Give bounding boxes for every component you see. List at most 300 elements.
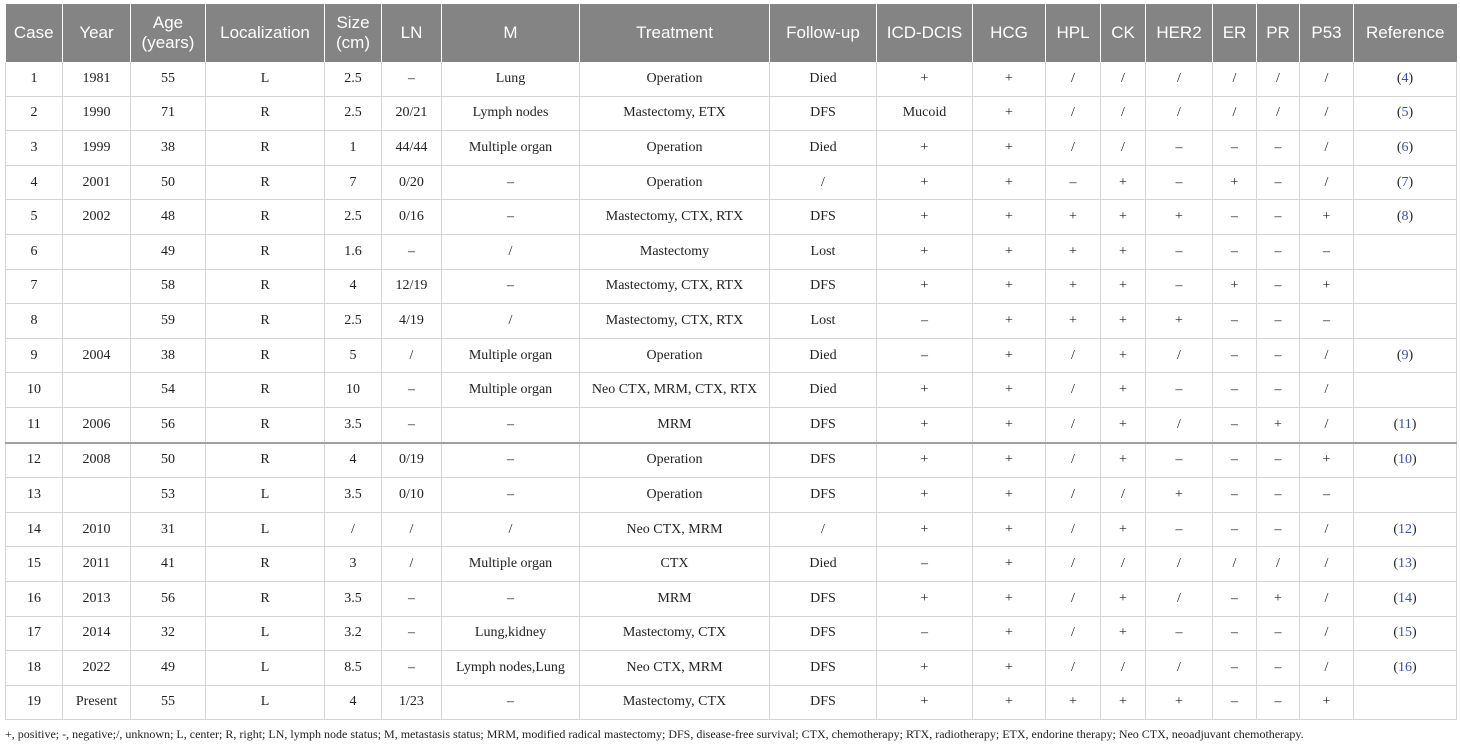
cell-age: 55 <box>131 685 206 720</box>
cell-her2: / <box>1146 407 1213 442</box>
cell-treatment: Mastectomy, CTX <box>580 616 770 651</box>
cell-reference <box>1354 304 1457 339</box>
table-header-row <box>6 4 1457 62</box>
cell-hpl: – <box>1046 165 1101 200</box>
cell-hpl: + <box>1046 234 1101 269</box>
cell-hpl: / <box>1046 96 1101 131</box>
cell-m: Lung,kidney <box>442 616 580 651</box>
cell-year: 2001 <box>63 165 131 200</box>
cell-case: 17 <box>6 616 63 651</box>
cell-reference: (7) <box>1354 165 1457 200</box>
cell-treatment: Mastectomy <box>580 234 770 269</box>
cell-ck: + <box>1101 269 1146 304</box>
cell-treatment: Neo CTX, MRM <box>580 512 770 547</box>
table-row <box>6 96 1457 131</box>
cell-hpl: + <box>1046 304 1101 339</box>
cell-m: – <box>442 269 580 304</box>
cell-m: / <box>442 304 580 339</box>
cell-ln: / <box>382 338 442 373</box>
cell-localization: L <box>206 62 325 96</box>
cell-localization: R <box>206 443 325 478</box>
cell-year <box>63 234 131 269</box>
cell-pr: – <box>1257 304 1300 339</box>
table-body <box>6 62 1457 720</box>
cell-ck: / <box>1101 651 1146 686</box>
cell-p53: + <box>1300 443 1354 478</box>
cell-hpl: / <box>1046 443 1101 478</box>
cell-treatment: Neo CTX, MRM, CTX, RTX <box>580 373 770 408</box>
cell-follow-up: DFS <box>770 200 877 235</box>
cell-size: 2.5 <box>325 96 382 131</box>
cell-size: 3.5 <box>325 407 382 442</box>
cell-p53: / <box>1300 581 1354 616</box>
cell-localization: R <box>206 338 325 373</box>
cell-her2: – <box>1146 616 1213 651</box>
cell-localization: R <box>206 304 325 339</box>
table-row <box>6 165 1457 200</box>
reference-link[interactable]: 15 <box>1398 625 1412 641</box>
cell-hpl: / <box>1046 512 1101 547</box>
cell-icd-dcis: + <box>877 200 973 235</box>
cell-ck: + <box>1101 165 1146 200</box>
cell-ln: / <box>382 547 442 582</box>
cell-pr: – <box>1257 512 1300 547</box>
cell-size: 10 <box>325 373 382 408</box>
cell-reference: (14) <box>1354 581 1457 616</box>
cell-hpl: / <box>1046 407 1101 442</box>
cell-hcg: + <box>973 616 1046 651</box>
cell-ln: – <box>382 407 442 442</box>
cell-treatment: Operation <box>580 165 770 200</box>
cell-ln: / <box>382 512 442 547</box>
cell-case: 3 <box>6 131 63 166</box>
column-header-p53: P53 <box>1300 4 1354 62</box>
reference-link[interactable]: 16 <box>1398 659 1412 675</box>
cell-ck: + <box>1101 685 1146 720</box>
cell-icd-dcis: + <box>877 512 973 547</box>
cell-her2: – <box>1146 165 1213 200</box>
cell-age: 71 <box>131 96 206 131</box>
cell-m: – <box>442 165 580 200</box>
table-container <box>5 4 1456 720</box>
cell-localization: R <box>206 407 325 442</box>
cell-hcg: + <box>973 269 1046 304</box>
cell-localization: R <box>206 200 325 235</box>
cell-pr: – <box>1257 478 1300 513</box>
cell-reference: (12) <box>1354 512 1457 547</box>
cell-size: 1.6 <box>325 234 382 269</box>
cell-pr: / <box>1257 96 1300 131</box>
table-row <box>6 407 1457 442</box>
cell-hpl: + <box>1046 685 1101 720</box>
cell-er: – <box>1213 651 1257 686</box>
column-header-treatment: Treatment <box>580 4 770 62</box>
cell-case: 14 <box>6 512 63 547</box>
cell-her2: / <box>1146 338 1213 373</box>
cell-icd-dcis: + <box>877 407 973 442</box>
reference-link[interactable]: 9 <box>1401 347 1409 363</box>
cell-size: 7 <box>325 165 382 200</box>
cell-follow-up: Died <box>770 338 877 373</box>
cell-treatment: Mastectomy, ETX <box>580 96 770 131</box>
cell-ln: 1/23 <box>382 685 442 720</box>
cell-follow-up: Died <box>770 373 877 408</box>
cell-ck: + <box>1101 512 1146 547</box>
cell-her2: / <box>1146 62 1213 96</box>
cell-localization: R <box>206 96 325 131</box>
cell-hpl: / <box>1046 581 1101 616</box>
cell-icd-dcis: + <box>877 443 973 478</box>
cell-m: Lymph nodes,Lung <box>442 651 580 686</box>
cell-reference: (4) <box>1354 62 1457 96</box>
cell-reference: (15) <box>1354 616 1457 651</box>
column-header-her2: HER2 <box>1146 4 1213 62</box>
cell-p53: / <box>1300 651 1354 686</box>
cell-size: 1 <box>325 131 382 166</box>
cell-ck: / <box>1101 131 1146 166</box>
cell-case: 6 <box>6 234 63 269</box>
cell-age: 59 <box>131 304 206 339</box>
cell-ck: / <box>1101 62 1146 96</box>
cell-er: – <box>1213 338 1257 373</box>
cell-follow-up: DFS <box>770 443 877 478</box>
column-header-m: M <box>442 4 580 62</box>
cell-reference: (9) <box>1354 338 1457 373</box>
cell-icd-dcis: + <box>877 651 973 686</box>
cell-p53: / <box>1300 62 1354 96</box>
column-header-size: Size (cm) <box>325 4 382 62</box>
cell-hpl: / <box>1046 478 1101 513</box>
cell-hpl: / <box>1046 338 1101 373</box>
cell-localization: L <box>206 512 325 547</box>
cell-m: Lymph nodes <box>442 96 580 131</box>
cell-hcg: + <box>973 96 1046 131</box>
reference-link[interactable]: 14 <box>1398 590 1412 606</box>
cell-size: 3.5 <box>325 478 382 513</box>
cell-er: / <box>1213 547 1257 582</box>
cell-er: – <box>1213 373 1257 408</box>
cell-reference <box>1354 234 1457 269</box>
cell-ck: + <box>1101 338 1146 373</box>
cell-icd-dcis: – <box>877 616 973 651</box>
cell-follow-up: DFS <box>770 407 877 442</box>
cell-age: 53 <box>131 478 206 513</box>
cell-hcg: + <box>973 373 1046 408</box>
cell-her2: – <box>1146 512 1213 547</box>
cell-p53: / <box>1300 616 1354 651</box>
cell-her2: + <box>1146 685 1213 720</box>
cell-localization: L <box>206 685 325 720</box>
cell-er: – <box>1213 685 1257 720</box>
cell-hcg: + <box>973 651 1046 686</box>
cell-year: 2004 <box>63 338 131 373</box>
cell-age: 32 <box>131 616 206 651</box>
cell-her2: – <box>1146 269 1213 304</box>
cell-size: 3.5 <box>325 581 382 616</box>
cell-reference <box>1354 478 1457 513</box>
cell-reference: (6) <box>1354 131 1457 166</box>
cell-ck: + <box>1101 443 1146 478</box>
cell-year: 2010 <box>63 512 131 547</box>
cell-her2: – <box>1146 131 1213 166</box>
cell-follow-up: DFS <box>770 651 877 686</box>
cell-size: / <box>325 512 382 547</box>
column-header-localization: Localization <box>206 4 325 62</box>
cell-m: Multiple organ <box>442 547 580 582</box>
cell-pr: – <box>1257 131 1300 166</box>
cell-year: 2022 <box>63 651 131 686</box>
cell-pr: – <box>1257 200 1300 235</box>
cell-hcg: + <box>973 512 1046 547</box>
cell-age: 38 <box>131 131 206 166</box>
cell-size: 3 <box>325 547 382 582</box>
cell-her2: / <box>1146 96 1213 131</box>
cell-case: 4 <box>6 165 63 200</box>
cell-size: 2.5 <box>325 304 382 339</box>
cell-age: 56 <box>131 581 206 616</box>
cell-her2: – <box>1146 373 1213 408</box>
cell-hcg: + <box>973 685 1046 720</box>
cell-pr: / <box>1257 62 1300 96</box>
cell-er: + <box>1213 269 1257 304</box>
cell-pr: – <box>1257 616 1300 651</box>
cell-m: Multiple organ <box>442 131 580 166</box>
cell-her2: + <box>1146 478 1213 513</box>
cell-her2: / <box>1146 651 1213 686</box>
cell-p53: – <box>1300 304 1354 339</box>
cell-p53: – <box>1300 234 1354 269</box>
cell-treatment: MRM <box>580 407 770 442</box>
cell-ln: 0/19 <box>382 443 442 478</box>
cell-reference: (16) <box>1354 651 1457 686</box>
column-header-hpl: HPL <box>1046 4 1101 62</box>
cell-er: + <box>1213 165 1257 200</box>
cell-er: – <box>1213 512 1257 547</box>
cell-case: 2 <box>6 96 63 131</box>
cell-icd-dcis: – <box>877 338 973 373</box>
cell-icd-dcis: + <box>877 269 973 304</box>
reference-link[interactable]: 11 <box>1398 416 1412 432</box>
table-row <box>6 651 1457 686</box>
cell-reference: (13) <box>1354 547 1457 582</box>
cell-icd-dcis: + <box>877 478 973 513</box>
cell-case: 8 <box>6 304 63 339</box>
cell-age: 41 <box>131 547 206 582</box>
cell-follow-up: Lost <box>770 234 877 269</box>
cell-m: – <box>442 200 580 235</box>
cell-treatment: Operation <box>580 478 770 513</box>
cell-m: – <box>442 407 580 442</box>
table-row <box>6 338 1457 373</box>
cell-her2: + <box>1146 200 1213 235</box>
cell-localization: R <box>206 547 325 582</box>
cell-p53: / <box>1300 131 1354 166</box>
table-row <box>6 269 1457 304</box>
cell-hcg: + <box>973 234 1046 269</box>
cell-ck: / <box>1101 547 1146 582</box>
cell-p53: + <box>1300 269 1354 304</box>
cell-age: 58 <box>131 269 206 304</box>
cell-hpl: / <box>1046 131 1101 166</box>
cell-er: – <box>1213 304 1257 339</box>
cell-m: / <box>442 512 580 547</box>
cell-year: 2011 <box>63 547 131 582</box>
cell-case: 13 <box>6 478 63 513</box>
cell-follow-up: DFS <box>770 685 877 720</box>
reference-link[interactable]: 10 <box>1398 452 1412 468</box>
cell-m: – <box>442 581 580 616</box>
reference-link[interactable]: 7 <box>1401 174 1409 190</box>
cell-follow-up: DFS <box>770 96 877 131</box>
cell-er: / <box>1213 62 1257 96</box>
cell-her2: / <box>1146 547 1213 582</box>
cell-p53: + <box>1300 685 1354 720</box>
cell-icd-dcis: – <box>877 304 973 339</box>
cell-age: 49 <box>131 234 206 269</box>
cell-hcg: + <box>973 547 1046 582</box>
cell-treatment: Operation <box>580 131 770 166</box>
cell-case: 19 <box>6 685 63 720</box>
cell-reference <box>1354 269 1457 304</box>
cell-ck: + <box>1101 373 1146 408</box>
table-row <box>6 62 1457 96</box>
cell-size: 4 <box>325 685 382 720</box>
table-row <box>6 304 1457 339</box>
cell-pr: – <box>1257 685 1300 720</box>
column-header-case: Case <box>6 4 63 62</box>
cell-pr: + <box>1257 407 1300 442</box>
cell-p53: – <box>1300 478 1354 513</box>
cell-size: 2.5 <box>325 200 382 235</box>
cell-pr: – <box>1257 373 1300 408</box>
cell-hcg: + <box>973 304 1046 339</box>
cell-hcg: + <box>973 443 1046 478</box>
cell-year: 1999 <box>63 131 131 166</box>
column-header-icd-dcis: ICD-DCIS <box>877 4 973 62</box>
reference-link[interactable]: 8 <box>1401 209 1409 225</box>
cell-hpl: + <box>1046 269 1101 304</box>
cell-follow-up: Died <box>770 62 877 96</box>
cell-her2: / <box>1146 581 1213 616</box>
cell-case: 1 <box>6 62 63 96</box>
table-row <box>6 443 1457 478</box>
cell-ln: 0/16 <box>382 200 442 235</box>
cell-localization: L <box>206 651 325 686</box>
cell-case: 12 <box>6 443 63 478</box>
cell-m: – <box>442 443 580 478</box>
cell-pr: / <box>1257 547 1300 582</box>
cell-hcg: + <box>973 478 1046 513</box>
cell-hcg: + <box>973 131 1046 166</box>
table-row <box>6 685 1457 720</box>
cell-p53: / <box>1300 96 1354 131</box>
cell-pr: – <box>1257 338 1300 373</box>
table-row <box>6 616 1457 651</box>
cell-year: 1990 <box>63 96 131 131</box>
cell-case: 9 <box>6 338 63 373</box>
cell-follow-up: DFS <box>770 478 877 513</box>
cell-treatment: Neo CTX, MRM <box>580 651 770 686</box>
table-row <box>6 200 1457 235</box>
cell-follow-up: Died <box>770 547 877 582</box>
cell-localization: L <box>206 478 325 513</box>
cell-ck: + <box>1101 407 1146 442</box>
cell-ln: 0/10 <box>382 478 442 513</box>
cell-reference: (5) <box>1354 96 1457 131</box>
cell-p53: / <box>1300 407 1354 442</box>
cell-follow-up: DFS <box>770 269 877 304</box>
cell-m: Lung <box>442 62 580 96</box>
cell-localization: R <box>206 581 325 616</box>
cell-p53: + <box>1300 200 1354 235</box>
table-row <box>6 478 1457 513</box>
cell-hcg: + <box>973 200 1046 235</box>
cell-follow-up: Died <box>770 131 877 166</box>
cell-size: 5 <box>325 338 382 373</box>
cell-m: Multiple organ <box>442 338 580 373</box>
cell-case: 7 <box>6 269 63 304</box>
reference-link[interactable]: 4 <box>1401 70 1409 86</box>
cell-year <box>63 304 131 339</box>
reference-link[interactable]: 5 <box>1401 105 1409 121</box>
cell-pr: – <box>1257 443 1300 478</box>
column-header-pr: PR <box>1257 4 1300 62</box>
cell-er: – <box>1213 478 1257 513</box>
cell-ln: – <box>382 373 442 408</box>
cell-icd-dcis: + <box>877 685 973 720</box>
cell-m: – <box>442 685 580 720</box>
cell-treatment: Operation <box>580 443 770 478</box>
reference-link[interactable]: 12 <box>1398 521 1412 537</box>
cell-age: 50 <box>131 443 206 478</box>
cell-localization: R <box>206 269 325 304</box>
cell-case: 10 <box>6 373 63 408</box>
cell-size: 4 <box>325 443 382 478</box>
cell-ck: + <box>1101 304 1146 339</box>
reference-link[interactable]: 13 <box>1398 556 1412 572</box>
cell-ln: – <box>382 62 442 96</box>
cell-localization: R <box>206 165 325 200</box>
cell-er: – <box>1213 581 1257 616</box>
cell-ln: – <box>382 651 442 686</box>
column-header-ck: CK <box>1101 4 1146 62</box>
cell-ln: 0/20 <box>382 165 442 200</box>
cell-follow-up: DFS <box>770 616 877 651</box>
cell-p53: / <box>1300 512 1354 547</box>
cell-treatment: CTX <box>580 547 770 582</box>
cell-er: – <box>1213 200 1257 235</box>
cell-m: / <box>442 234 580 269</box>
cell-icd-dcis: + <box>877 581 973 616</box>
cell-hpl: / <box>1046 616 1101 651</box>
cell-hcg: + <box>973 165 1046 200</box>
cell-case: 5 <box>6 200 63 235</box>
cell-age: 55 <box>131 62 206 96</box>
column-header-hcg: HCG <box>973 4 1046 62</box>
cell-hpl: / <box>1046 62 1101 96</box>
cell-icd-dcis: Mucoid <box>877 96 973 131</box>
cell-ck: + <box>1101 581 1146 616</box>
cell-size: 3.2 <box>325 616 382 651</box>
cell-pr: – <box>1257 234 1300 269</box>
table-row <box>6 234 1457 269</box>
cell-hpl: / <box>1046 547 1101 582</box>
cell-ln: 44/44 <box>382 131 442 166</box>
cell-hpl: + <box>1046 200 1101 235</box>
cell-year: Present <box>63 685 131 720</box>
reference-link[interactable]: 6 <box>1401 139 1409 155</box>
cell-age: 54 <box>131 373 206 408</box>
